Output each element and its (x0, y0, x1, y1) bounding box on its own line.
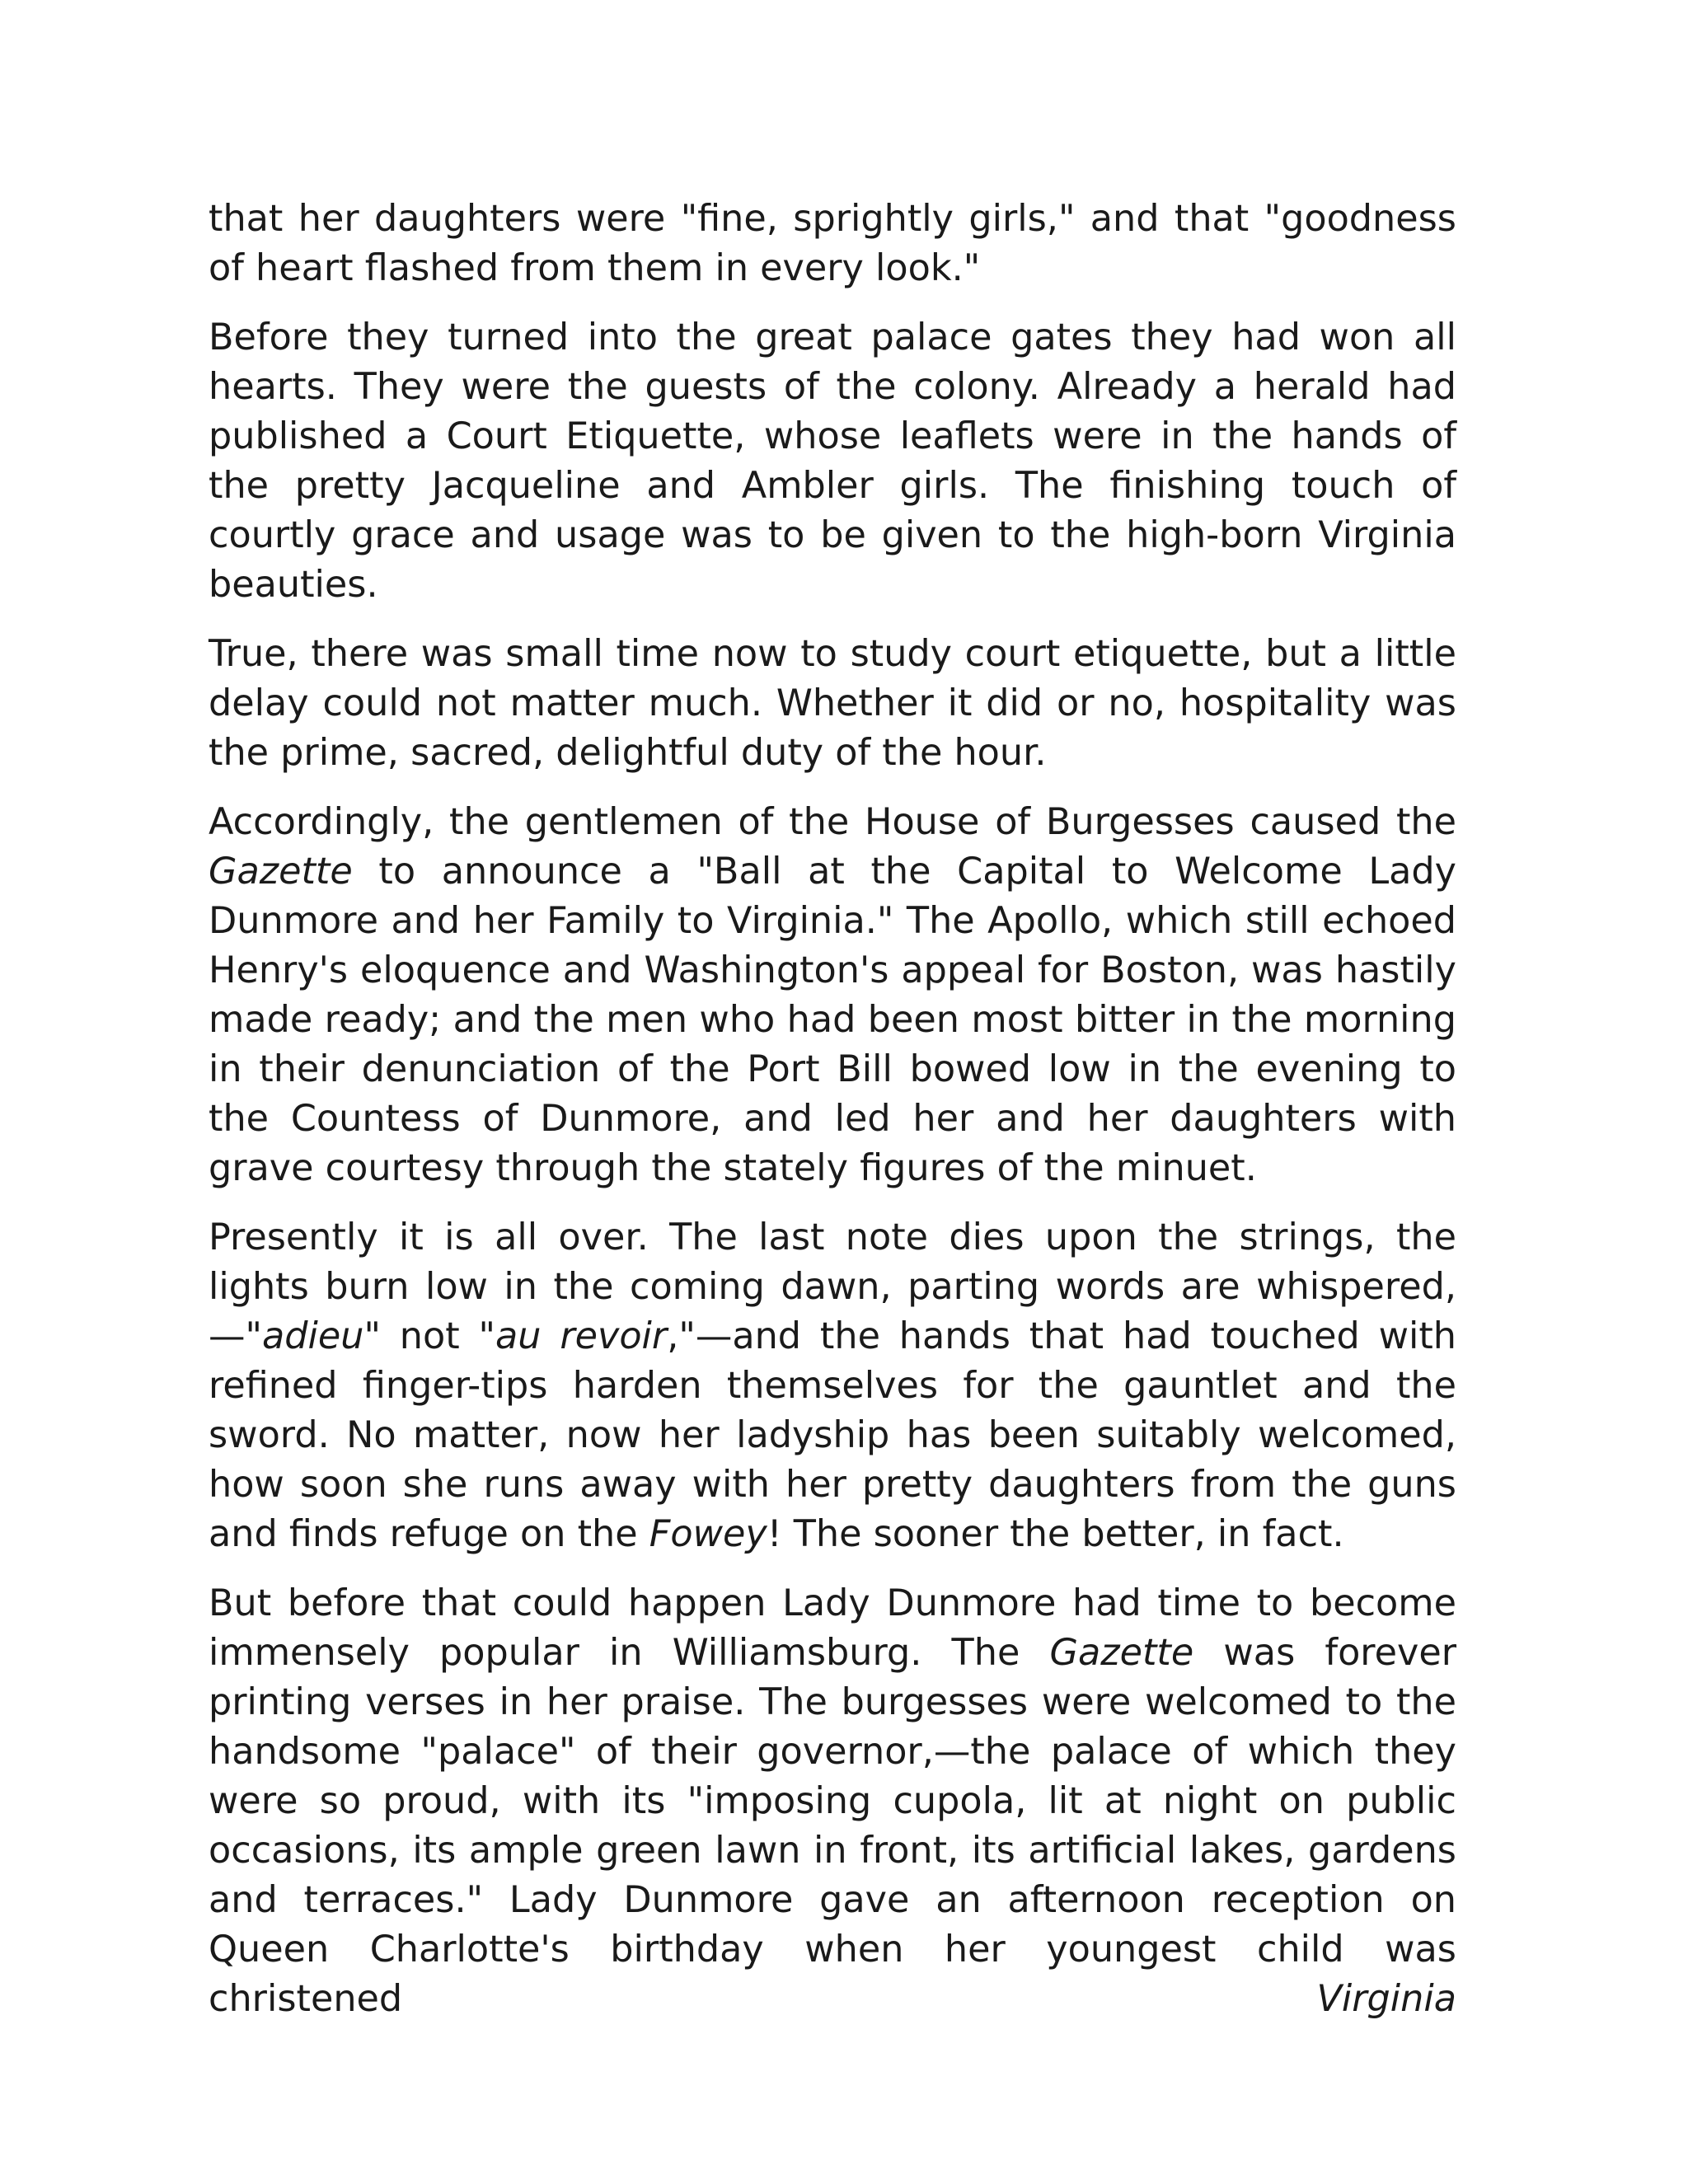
text-run: to announce a "Ball at the Capital to Welcome Lady Dunmore and her Family to Virginia." The Apollo, which still echoed Henry's eloquence and Washington's appeal for Boston, was hastily made ready; and the men who had been most bitter in the morning in their denunciation of the Port Bill bowed low in the evening to the Countess of Dunmore, and led her and her daughters with grave courtesy through the stately figures of the minuet. (209, 851, 1456, 1189)
text-run: was forever printing verses in her praise. The burgesses were welcomed to the handsome "palace" of their governor,—the palace of which they were so proud, with its "imposing cupola, lit at night on public occasions, its ample green lawn in front, its artificial lakes, gardens and terraces." Lady Dunmore gave an afternoon reception on Queen Charlotte's birthday when her youngest child was christened (209, 1632, 1456, 2020)
paragraph (209, 194, 1456, 293)
paragraph (209, 798, 1456, 1193)
italic-text: Fowey (649, 1513, 767, 1555)
text-run: Accordingly, the gentlemen of the House of Burgesses caused the (209, 801, 1456, 843)
paragraph (209, 630, 1456, 778)
paragraph (209, 313, 1456, 610)
text-run: But before that could happen Lady Dunmore had time to become immensely popular in Williamsburg. The (209, 1582, 1456, 1674)
paragraph (209, 1213, 1456, 1559)
italic-text: au revoir (495, 1315, 668, 1357)
text-run: ,"—and the hands that had touched with refined finger-tips harden themselves for the gauntlet and the sword. No matter, now her ladyship has been suitably welcomed, how soon she runs away with her pretty daughters from the guns and finds refuge on the (209, 1315, 1457, 1555)
italic-text: Virginia (1316, 1978, 1456, 2020)
italic-text: Gazette (1049, 1632, 1194, 1674)
italic-text: adieu (261, 1315, 364, 1357)
text-run: True, there was small time now to study court etiquette, but a little delay could not matter much. Whether it did or no, hospitality was the prime, sacred, delightful duty of the hour. (209, 633, 1456, 774)
paragraph (209, 1579, 1456, 2024)
text-run: " not " (363, 1315, 495, 1357)
page-body (209, 194, 1456, 2044)
text-run: that her daughters were "fine, sprightly girls," and that "goodness of heart flashed from them in every look." (209, 198, 1456, 289)
text-run: ! The sooner the better, in fact. (767, 1513, 1344, 1555)
italic-text: Gazette (209, 851, 353, 893)
text-run: Presently it is all over. The last note dies upon the strings, the lights burn low in the coming dawn, parting words are whispered,—" (209, 1216, 1456, 1357)
text-run: Before they turned into the great palace gates they had won all hearts. They were the guests of the colony. Already a herald had published a Court Etiquette, whose leaflets were in the hands of the pretty Jacqueline and Ambler girls. The finishing touch of courtly grace and usage was to be given to the high-born Virginia beauties. (209, 316, 1456, 606)
